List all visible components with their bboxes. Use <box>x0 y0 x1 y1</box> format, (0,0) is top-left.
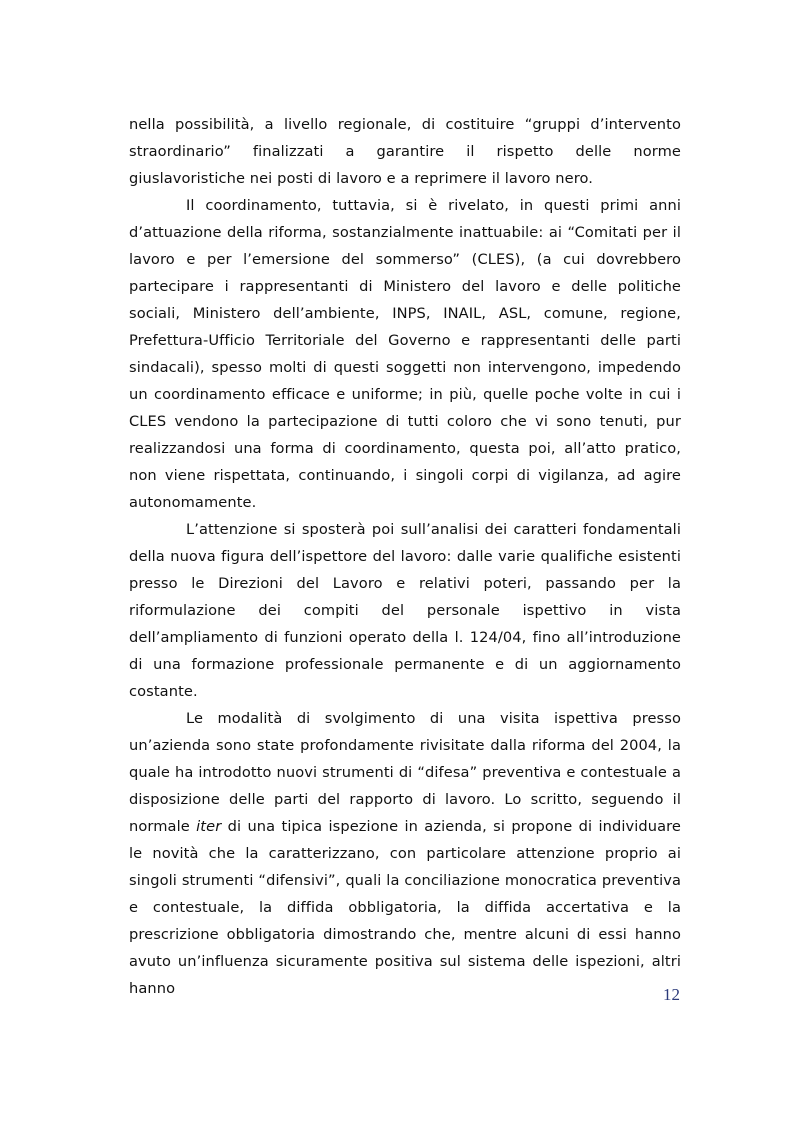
paragraph-4-text-start: Le modalità di svolgimento di una visita ispettiva presso un’azienda sono state profondamente rivisitate dalla riforma del 2004, la quale ha introdotto nuovi strumenti di “difesa” preventiva e contestuale a disposizione delle parti del rapporto di lavoro. Lo scritto, seguendo il normale <box>129 710 681 835</box>
page-number: 12 <box>663 985 680 1004</box>
paragraph-4 <box>129 705 681 1002</box>
paragraph-2: Il coordinamento, tuttavia, si è rivelato, in questi primi anni d’attuazione della riforma, sostanzialmente inattuabile: ai “Comitati per il lavoro e per l’emersione del sommerso” (CLES), (a cui dovrebbero partecipare i rappresentanti di Ministero del lavoro e delle politiche sociali, Ministero dell’ambiente, INPS, INAIL, ASL, comune, regione, Prefettura-Ufficio Territoriale del Governo e rappresentanti delle parti sindacali), spesso molti di questi soggetti non intervengono, impedendo un coordinamento efficace e uniforme; in più, quelle poche volte in cui i CLES vendono la partecipazione di tutti coloro che vi sono tenuti, pur realizzandosi una forma di coordinamento, questa poi, all’atto pratico, non viene rispettata, continuando, i singoli corpi di vigilanza, ad agire autonomamente. <box>129 197 681 511</box>
paragraph-3: L’attenzione si sposterà poi sull’analisi dei caratteri fondamentali della nuova figura dell’ispettore del lavoro: dalle varie qualifiche esistenti presso le Direzioni del Lavoro e relativi poteri, passando per la riformulazione dei compiti del personale ispettivo in vista dell’ampliamento di funzioni operato della l. 124/04, fino all’introduzione di una formazione professionale permanente e di un aggiornamento costante. <box>129 521 681 700</box>
paragraph-4-text-end: di una tipica ispezione in azienda, si propone di individuare le novità che la caratterizzano, con particolare attenzione proprio ai singoli strumenti “difensivi”, quali la conciliazione monocratica preventiva e contestuale, la diffida obbligatoria, la diffida accertativa e la prescrizione obbligatoria dimostrando che, mentre alcuni di essi hanno avuto un’influenza sicuramente positiva sul sistema delle ispezioni, altri hanno <box>129 818 681 997</box>
body-text <box>129 111 681 1002</box>
paragraph-1: nella possibilità, a livello regionale, di costituire “gruppi d’intervento straordinario” finalizzati a garantire il rispetto delle norme giuslavoristiche nei posti di lavoro e a reprimere il lavoro nero. <box>129 116 681 187</box>
paragraph-4-italic-term: iter <box>196 818 222 835</box>
